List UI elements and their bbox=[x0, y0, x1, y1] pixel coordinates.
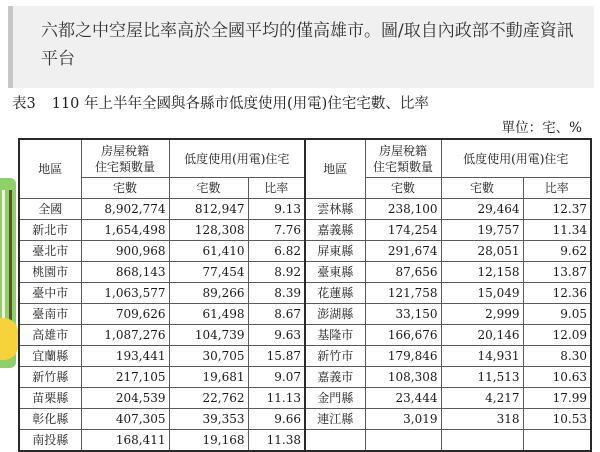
tax-count-cell: 168,411 bbox=[81, 430, 169, 452]
region-cell: 澎湖縣 bbox=[305, 304, 365, 325]
region-cell: 宜蘭縣 bbox=[19, 346, 81, 367]
low-use-count-cell: 28,051 bbox=[441, 241, 523, 262]
region-cell: 臺中市 bbox=[19, 283, 81, 304]
region-cell: 屏東縣 bbox=[305, 241, 365, 262]
tax-count-cell: 1,654,498 bbox=[81, 220, 169, 241]
tax-count-cell: 193,441 bbox=[81, 346, 169, 367]
header-tax-right bbox=[365, 139, 441, 178]
table-row bbox=[19, 304, 591, 325]
table-body bbox=[19, 199, 591, 452]
low-use-count-cell: 812,947 bbox=[169, 199, 248, 220]
subheader-units-right: 宅數 bbox=[365, 178, 441, 199]
low-use-count-cell: 4,217 bbox=[441, 388, 523, 409]
table-row bbox=[19, 325, 591, 346]
tax-count-cell: 291,674 bbox=[365, 241, 441, 262]
header-region-right: 地區 bbox=[305, 139, 365, 199]
ratio-cell: 9.05 bbox=[523, 304, 591, 325]
ratio-cell: 13.87 bbox=[523, 262, 591, 283]
tax-count-cell bbox=[365, 430, 441, 452]
table-row bbox=[19, 409, 591, 430]
tax-count-cell: 407,305 bbox=[81, 409, 169, 430]
ratio-cell: 8.67 bbox=[248, 304, 305, 325]
ratio-cell: 8.92 bbox=[248, 262, 305, 283]
tax-count-cell: 238,100 bbox=[365, 199, 441, 220]
ratio-cell: 10.53 bbox=[523, 409, 591, 430]
tax-count-cell: 33,150 bbox=[365, 304, 441, 325]
low-use-count-cell: 14,931 bbox=[441, 346, 523, 367]
ratio-cell: 17.99 bbox=[523, 388, 591, 409]
low-use-count-cell: 89,266 bbox=[169, 283, 248, 304]
region-cell: 全國 bbox=[19, 199, 81, 220]
ratio-cell: 9.13 bbox=[248, 199, 305, 220]
low-use-count-cell: 19,168 bbox=[169, 430, 248, 452]
tax-count-cell: 709,626 bbox=[81, 304, 169, 325]
region-cell: 南投縣 bbox=[19, 430, 81, 452]
photo-caption bbox=[8, 6, 594, 88]
ratio-cell: 6.82 bbox=[248, 241, 305, 262]
low-use-count-cell: 19,757 bbox=[441, 220, 523, 241]
tax-count-cell: 8,902,774 bbox=[81, 199, 169, 220]
low-use-count-cell: 15,049 bbox=[441, 283, 523, 304]
region-cell: 金門縣 bbox=[305, 388, 365, 409]
region-cell: 彰化縣 bbox=[19, 409, 81, 430]
region-cell: 臺南市 bbox=[19, 304, 81, 325]
tax-count-cell: 900,968 bbox=[81, 241, 169, 262]
ratio-cell: 12.36 bbox=[523, 283, 591, 304]
table-row bbox=[19, 283, 591, 304]
table-row bbox=[19, 367, 591, 388]
tax-count-cell: 179,846 bbox=[365, 346, 441, 367]
region-cell: 苗栗縣 bbox=[19, 388, 81, 409]
low-use-count-cell: 29,464 bbox=[441, 199, 523, 220]
tax-count-cell: 108,308 bbox=[365, 367, 441, 388]
header-lowuse-left: 低度使用(用電)住宅 bbox=[169, 139, 305, 178]
ratio-cell: 9.07 bbox=[248, 367, 305, 388]
header-tax-line1: 房屋稅籍 bbox=[378, 143, 427, 158]
tax-count-cell: 868,143 bbox=[81, 262, 169, 283]
low-use-count-cell: 61,498 bbox=[169, 304, 248, 325]
region-cell: 嘉義縣 bbox=[305, 220, 365, 241]
tax-count-cell: 1,063,577 bbox=[81, 283, 169, 304]
low-use-count-cell bbox=[441, 430, 523, 452]
ratio-cell: 12.37 bbox=[523, 199, 591, 220]
ratio-cell: 9.62 bbox=[523, 241, 591, 262]
header-lowuse-right: 低度使用(用電)住宅 bbox=[441, 139, 591, 178]
low-use-count-cell: 128,308 bbox=[169, 220, 248, 241]
low-use-count-cell: 12,158 bbox=[441, 262, 523, 283]
tax-count-cell: 166,676 bbox=[365, 325, 441, 346]
header-tax-line1: 房屋稅籍 bbox=[100, 143, 149, 158]
subheader-lowunits-right: 宅數 bbox=[441, 178, 523, 199]
low-use-count-cell: 104,739 bbox=[169, 325, 248, 346]
region-cell: 新竹縣 bbox=[19, 367, 81, 388]
table-row bbox=[19, 241, 591, 262]
side-decoration-yellow bbox=[0, 318, 18, 360]
ratio-cell: 11.34 bbox=[523, 220, 591, 241]
ratio-cell: 8.30 bbox=[523, 346, 591, 367]
region-cell: 臺北市 bbox=[19, 241, 81, 262]
region-cell: 連江縣 bbox=[305, 409, 365, 430]
low-use-count-cell: 61,410 bbox=[169, 241, 248, 262]
region-cell: 高雄市 bbox=[19, 325, 81, 346]
header-tax-left bbox=[81, 139, 169, 178]
low-use-count-cell: 2,999 bbox=[441, 304, 523, 325]
ratio-cell: 11.38 bbox=[248, 430, 305, 452]
tax-count-cell: 1,087,276 bbox=[81, 325, 169, 346]
low-use-count-cell: 22,762 bbox=[169, 388, 248, 409]
low-use-count-cell: 318 bbox=[441, 409, 523, 430]
table-row bbox=[19, 346, 591, 367]
tax-count-cell: 204,539 bbox=[81, 388, 169, 409]
ratio-cell: 7.76 bbox=[248, 220, 305, 241]
region-cell: 雲林縣 bbox=[305, 199, 365, 220]
ratio-cell: 10.63 bbox=[523, 367, 591, 388]
ratio-cell: 9.66 bbox=[248, 409, 305, 430]
table-title bbox=[12, 92, 592, 113]
header-tax-line2: 住宅類數量 bbox=[372, 159, 433, 174]
region-cell: 新竹市 bbox=[305, 346, 365, 367]
unit-note: 單位：宅、% bbox=[501, 120, 582, 136]
tax-count-cell: 23,444 bbox=[365, 388, 441, 409]
table-row bbox=[19, 262, 591, 283]
region-cell: 新北市 bbox=[19, 220, 81, 241]
low-use-count-cell: 30,705 bbox=[169, 346, 248, 367]
ratio-cell: 11.13 bbox=[248, 388, 305, 409]
subheader-ratio-right: 比率 bbox=[523, 178, 591, 199]
ratio-cell bbox=[523, 430, 591, 452]
region-cell bbox=[305, 430, 365, 452]
subheader-ratio-left: 比率 bbox=[248, 178, 305, 199]
tax-count-cell: 121,758 bbox=[365, 283, 441, 304]
ratio-cell: 15.87 bbox=[248, 346, 305, 367]
subheader-lowunits-left: 宅數 bbox=[169, 178, 248, 199]
header-tax-line2: 住宅類數量 bbox=[94, 159, 155, 174]
table-title-text: 110 年上半年全國與各縣市低度使用(用電)住宅宅數、比率 bbox=[51, 96, 429, 112]
table-row bbox=[19, 430, 591, 452]
region-cell: 嘉義市 bbox=[305, 367, 365, 388]
low-use-count-cell: 39,353 bbox=[169, 409, 248, 430]
ratio-cell: 9.63 bbox=[248, 325, 305, 346]
ratio-cell: 8.39 bbox=[248, 283, 305, 304]
low-use-count-cell: 77,454 bbox=[169, 262, 248, 283]
table-row bbox=[19, 199, 591, 220]
ratio-cell: 12.09 bbox=[523, 325, 591, 346]
tax-count-cell: 3,019 bbox=[365, 409, 441, 430]
tax-count-cell: 87,656 bbox=[365, 262, 441, 283]
table-row bbox=[19, 388, 591, 409]
table-number: 表3 bbox=[12, 96, 36, 112]
header-region-left: 地區 bbox=[19, 139, 81, 199]
caption-text: 六都之中空屋比率高於全國平均的僅高雄市。圖/取自內政部不動產資訊平台 bbox=[41, 21, 574, 69]
low-use-count-cell: 11,513 bbox=[441, 367, 523, 388]
region-cell: 基隆市 bbox=[305, 325, 365, 346]
region-cell: 桃園市 bbox=[19, 262, 81, 283]
region-cell: 臺東縣 bbox=[305, 262, 365, 283]
tax-count-cell: 174,254 bbox=[365, 220, 441, 241]
vacancy-table bbox=[18, 138, 592, 452]
low-use-count-cell: 20,146 bbox=[441, 325, 523, 346]
low-use-count-cell: 19,681 bbox=[169, 367, 248, 388]
region-cell: 花蓮縣 bbox=[305, 283, 365, 304]
subheader-units-left: 宅數 bbox=[81, 178, 169, 199]
tax-count-cell: 217,105 bbox=[81, 367, 169, 388]
table-row bbox=[19, 220, 591, 241]
